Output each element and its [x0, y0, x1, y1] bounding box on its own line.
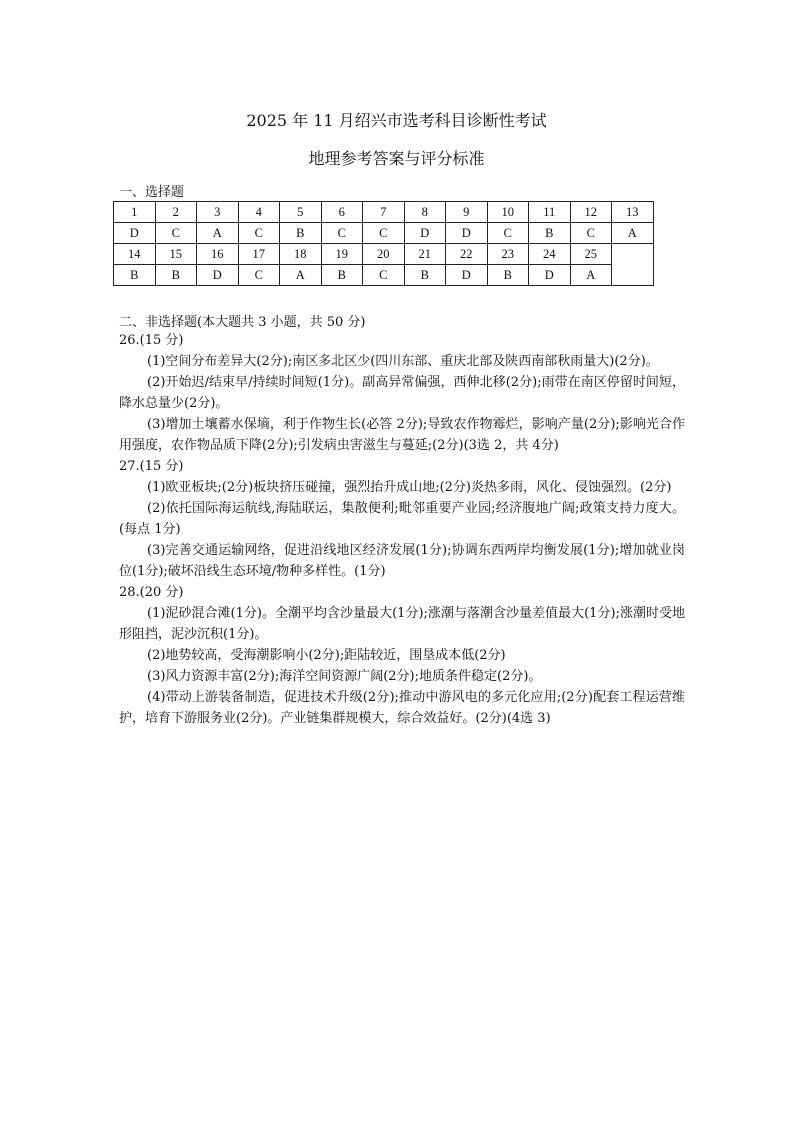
answer-cell: D — [446, 265, 488, 286]
answer-cell: C — [363, 223, 405, 244]
answer-cell: C — [238, 223, 280, 244]
question-number-cell: 13 — [612, 202, 654, 223]
question-number-cell: 19 — [321, 244, 363, 265]
question-number-cell: 15 — [155, 244, 197, 265]
empty-cell — [612, 244, 654, 286]
answer-cell: A — [280, 265, 322, 286]
answer-cell: A — [612, 223, 654, 244]
table-row-answers-1 — [114, 223, 654, 244]
answer-cell: D — [446, 223, 488, 244]
question-number-cell: 3 — [197, 202, 239, 223]
section-heading-choice: 一、选择题 — [119, 185, 185, 200]
answer-cell: B — [114, 265, 156, 286]
answer-cell: C — [487, 223, 529, 244]
answer-cell: A — [570, 265, 612, 286]
question-number-cell: 1 — [114, 202, 156, 223]
answer-cell: B — [529, 223, 571, 244]
answer-cell: C — [238, 265, 280, 286]
question-number-cell: 4 — [238, 202, 280, 223]
table-row-answers-2 — [114, 265, 654, 286]
answer-cell: C — [363, 265, 405, 286]
question-number-cell: 2 — [155, 202, 197, 223]
answer-cell: C — [570, 223, 612, 244]
document-title: 2025 年 11 月绍兴市选考科目诊断性考试 — [246, 111, 547, 130]
question-label-26: 26.(15 分) — [119, 333, 184, 348]
section-heading-nonchoice: 二、非选择题(本大题共 3 小题，共 50 分) — [119, 315, 366, 330]
question-number-cell: 23 — [487, 244, 529, 265]
question-number-cell: 17 — [238, 244, 280, 265]
answer-cell: C — [321, 223, 363, 244]
question-number-cell: 16 — [197, 244, 239, 265]
question-number-cell: 21 — [404, 244, 446, 265]
answer-cell: B — [280, 223, 322, 244]
answers-body — [119, 330, 685, 729]
question-number-cell: 11 — [529, 202, 571, 223]
answer-cell: D — [197, 265, 239, 286]
answer-cell: B — [487, 265, 529, 286]
question-number-cell: 25 — [570, 244, 612, 265]
answer-cell: D — [114, 223, 156, 244]
question-number-cell: 24 — [529, 244, 571, 265]
question-label-27: 27.(15 分) — [119, 459, 184, 474]
answer-cell: B — [155, 265, 197, 286]
question-number-cell: 7 — [363, 202, 405, 223]
answer-cell: C — [155, 223, 197, 244]
question-label-28: 28.(20 分) — [119, 585, 184, 600]
answer-table — [113, 201, 654, 286]
question-number-cell: 14 — [114, 244, 156, 265]
answer-paragraph: (1)泥砂混合滩(1分)。全潮平均含沙量最大(1分);涨潮与落潮含沙量差值最大(1分);涨潮时受地形阻挡，泥沙沉积(1分)。 — [119, 606, 685, 642]
table-row-numbers-1 — [114, 202, 654, 223]
answer-cell: B — [321, 265, 363, 286]
question-number-cell: 8 — [404, 202, 446, 223]
answer-cell: D — [529, 265, 571, 286]
table-row-numbers-2 — [114, 244, 654, 265]
question-number-cell: 12 — [570, 202, 612, 223]
answer-paragraph: (2)开始迟/结束早/持续时间短(1分)。副高异常偏强，西伸北移(2分);雨带在南区停留时间短，降水总量少(2分)。 — [119, 375, 685, 411]
answer-cell: B — [404, 265, 446, 286]
answer-paragraph: (2)地势较高，受海潮影响小(2分);距陆较近，围垦成本低(2分) — [147, 648, 506, 663]
question-number-cell: 22 — [446, 244, 488, 265]
answer-paragraph: (3)风力资源丰富(2分);海洋空间资源广阔(2分);地质条件稳定(2分)。 — [147, 669, 542, 684]
question-number-cell: 20 — [363, 244, 405, 265]
question-number-cell: 10 — [487, 202, 529, 223]
question-number-cell: 6 — [321, 202, 363, 223]
answer-cell: D — [404, 223, 446, 244]
answer-paragraph: (2)依托国际海运航线,海陆联运，集散便利;毗邻重要产业园;经济腹地广阔;政策支持力度大。(每点 1分) — [119, 501, 685, 537]
question-number-cell: 18 — [280, 244, 322, 265]
answer-paragraph: (3)完善交通运输网络，促进沿线地区经济发展(1分);协调东西两岸均衡发展(1分);增加就业岗位(1分);破坏沿线生态环境/物种多样性。(1分) — [119, 543, 685, 579]
document-subtitle: 地理参考答案与评分标准 — [308, 149, 485, 168]
answer-paragraph: (1)空间分布差异大(2分);南区多北区少(四川东部、重庆北部及陕西南部秋雨量大)(2分)。 — [147, 354, 659, 369]
question-number-cell: 5 — [280, 202, 322, 223]
answer-paragraph: (1)欧亚板块;(2分)板块挤压碰撞，强烈抬升成山地;(2分)炎热多雨，风化、侵蚀强烈。(2分) — [147, 480, 672, 495]
answer-paragraph: (3)增加土壤蓄水保墒，利于作物生长(必答 2分);导致农作物霉烂，影响产量(2分);影响光合作用强度，农作物品质下降(2分);引发病虫害滋生与蔓延;(2分)(3选 2，共 4分) — [119, 417, 685, 453]
answer-paragraph: (4)带动上游装备制造，促进技术升级(2分);推动中游风电的多元化应用;(2分)配套工程运营维护，培育下游服务业(2分)。产业链集群规模大，综合效益好。(2分)(4选 3) — [119, 690, 685, 726]
question-number-cell: 9 — [446, 202, 488, 223]
answer-cell: A — [197, 223, 239, 244]
